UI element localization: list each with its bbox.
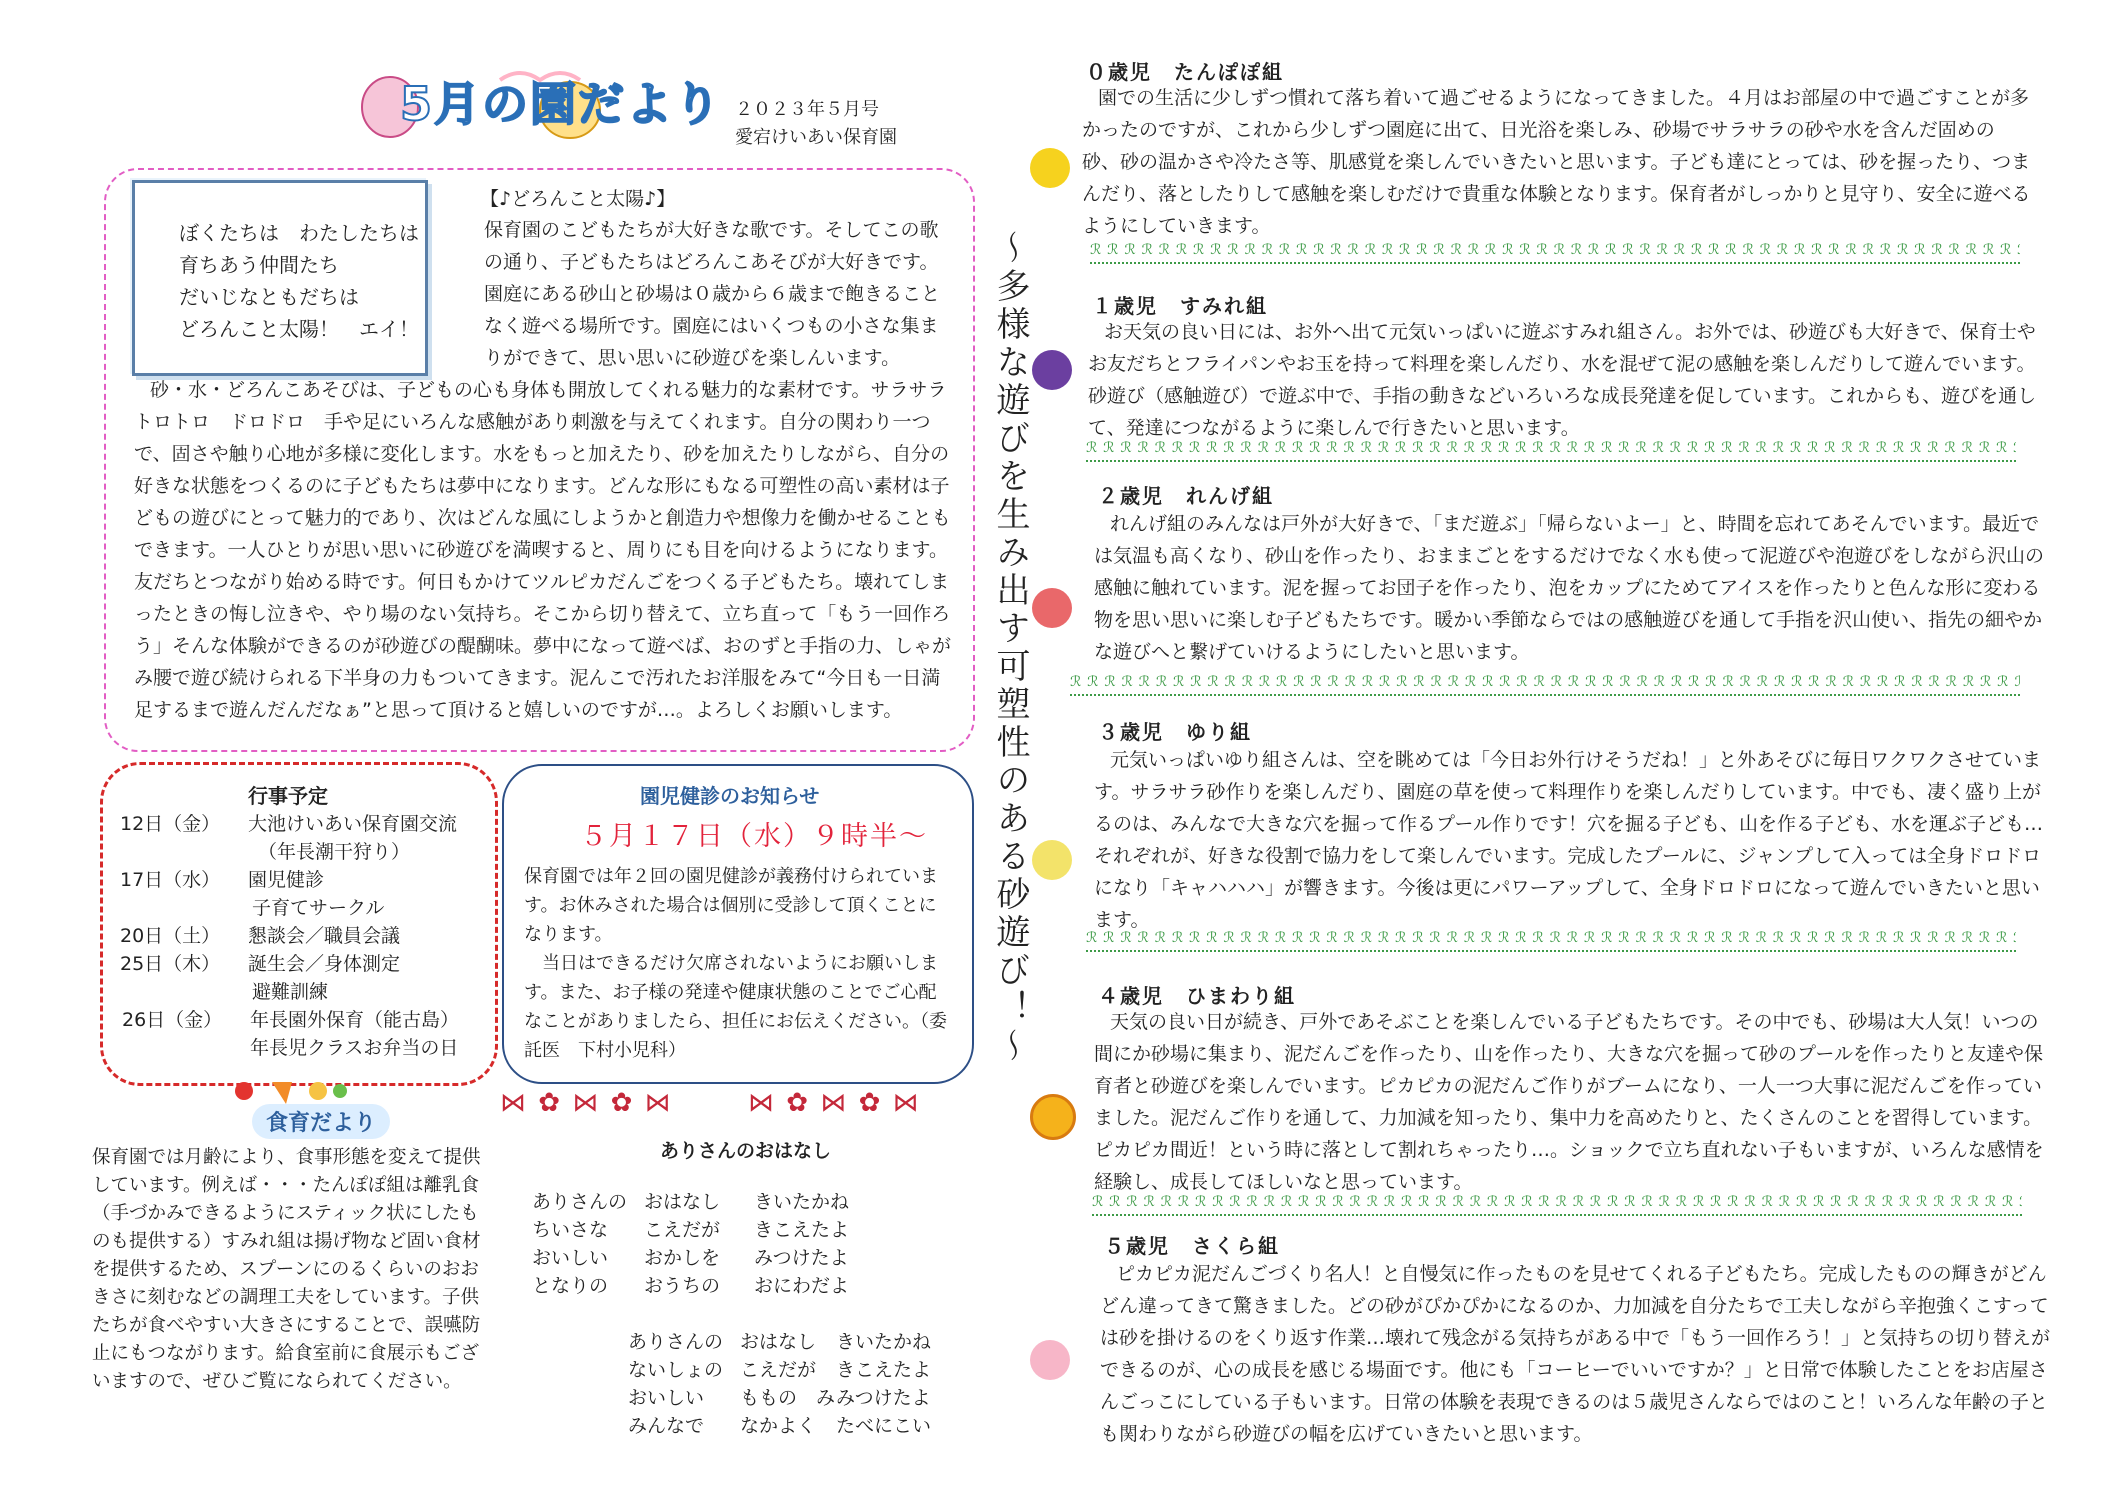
ant-song-verse-1 [532, 1188, 849, 1300]
scroll-line: だいじなともだちは [179, 285, 359, 309]
issue-date: ２０２３年５月号 [735, 99, 879, 120]
vine-divider [1092, 1200, 2022, 1216]
event-line: 年長園外保育（能古島） [250, 1009, 460, 1031]
event-item [120, 922, 480, 950]
health-title: 園児健診のお知らせ [640, 784, 820, 808]
event-desc [248, 810, 457, 866]
events-list [120, 810, 480, 1062]
class-1-heading: １歳児 すみれ組 [1092, 294, 1268, 318]
event-line: 園児健診 [248, 869, 325, 891]
sunflower-icon [1030, 1094, 1076, 1140]
astragalus-icon [1032, 588, 1072, 628]
class-2-text: れんげ組のみんなは戸外が大好きで、「まだ遊ぶ」「帰らないよー」と、時間を忘れてあそんでいます。最近では気温も高くなり、砂山を作ったり、おままごとをするだけでなく水も使って泥遊びや泡遊びをしながら沢山の感触に触れています。泥を握ってお団子を作ったり、泡をカップにためてアイスを作ったりと色んな形に変わる物を思い思いに楽しむ子どもたちです。暖かい季節ならではの感触遊びを通して手指を沢山使い、指先の細やかな遊びへと繋げていけるようにしたいと思います。 [1094, 513, 2045, 663]
health-paragraph: 保育園では年２回の園児健診が義務付けられています。お休みされた場合は個別に受診して頂くことになります。 [524, 866, 938, 945]
event-item [120, 810, 480, 866]
verse-line: ありさんの おはなし きいたかね [532, 1191, 850, 1213]
event-item [120, 866, 480, 922]
dandelion-icon [1030, 148, 1070, 188]
food-title: 食育だより [252, 1104, 390, 1139]
verse-line: みんなで なかよく たべにこい [628, 1415, 932, 1437]
health-paragraph: 当日はできるだけ欠席されないようにお願いします。また、お子様の発達や健康状態のことでご心配なことがありましたら、担任にお伝えください。（委託医 下村小児科） [524, 953, 947, 1061]
class-0-heading: ０歳児 たんぽぽ組 [1086, 60, 1284, 84]
ribbon-decoration-right: ⋈ ✿ ⋈ ✿ ⋈ [748, 1088, 921, 1118]
health-body [524, 862, 954, 1065]
scroll-line: ぼくたちは わたしたちは [179, 221, 419, 245]
class-5-text: ピカピカ泥だんごづくり名人！と自慢気に作ったものを見せてくれる子どもたち。完成したものの輝きがどんどん違ってきて驚きました。どの砂がぴかぴかになるのか、力加減を自分たちで工夫しながら辛抱強くこすっては砂を掛けるのをくり返す作業…壊れて残念がる気持ちがある中で「もう一回作ろう！」と気持ちの切り替えができるのが、心の成長を感じる場面です。他にも「コーヒーでいいですか？」と日常で体験したことをお店屋さんごっこにしている子もいます。日常の体験を表現できるのは５歳児さんならではのこと！いろんな年齢の子とも関わりながら砂遊びの幅を広げていきたいと思います。 [1100, 1263, 2051, 1445]
ant-song-title: ありさんのおはなし [660, 1140, 832, 1162]
class-3-text: 元気いっぱいゆり組さんは、空を眺めては「今日お外行けそうだね！」と外あそびに毎日ワクワクさせています。サラサラ砂作りを楽しんだり、園庭の草を使って料理作りを楽しんだりしています。中でも、凄く盛り上がるのは、みんなで大きな穴を掘って作るプール作りです！穴を掘る子ども、山を作る子ども、水を運ぶ子ども…それぞれが、好きな役割で協力をして楽しんでいます。完成したプールに、ジャンプして入っては全身ドロドロになり「キャハハハ」が響きます。今後は更にパワーアップして、全身ドロドロになって遊んでいきたいと思います。 [1094, 749, 2044, 931]
newsletter-title: 5月の園だより [400, 77, 723, 131]
event-line: 誕生会／身体測定 [248, 953, 401, 975]
event-line: 避難訓練 [252, 981, 329, 1003]
event-item [120, 950, 480, 1006]
vine-divider [1086, 446, 2016, 462]
lily-icon [1032, 840, 1072, 880]
violet-icon [1032, 350, 1072, 390]
class-2-heading: ２歳児 れんげ組 [1098, 484, 1274, 508]
intro-heading: 【♪どろんこと太陽♪】 [480, 188, 676, 210]
event-item [120, 1006, 480, 1062]
verse-line: おいしい おかしを みつけたよ [532, 1247, 849, 1269]
vine-divider [1070, 680, 2020, 696]
class-3-heading: ３歳児 ゆり組 [1098, 720, 1252, 744]
health-date: ５月１７日（水）９時半～ [580, 821, 928, 852]
vine-divider [1086, 936, 2016, 952]
class-4-text: 天気の良い日が続き、戸外であそぶことを楽しんでいる子どもたちです。その中でも、砂場は大人気！いつの間にか砂場に集まり、泥だんごを作ったり、山を作ったり、大きな穴を掘って砂のプールを作ったりと友達や保育者と砂遊びを楽しんでいます。ピカピカの泥だんご作りがブームになり、一人一つ大事に泥だんごを作っていました。泥だんご作りを通して、力加減を知ったり、集中力を高めたりと、たくさんのことを習得しています。ピカピカ間近！という時に落として割れちゃったり…。ショックで立ち直れない子もいますが、いろんな感情を経験し、成長してほしいなと思っています。 [1094, 1011, 2044, 1193]
vine-divider [1090, 248, 2020, 264]
event-line: （年長潮干狩り） [258, 841, 411, 863]
event-line: 大池けいあい保育園交流 [248, 813, 458, 835]
verse-line: となりの おうちの おにわだよ [532, 1275, 850, 1297]
event-line: 年長児クラスお弁当の日 [250, 1037, 459, 1059]
song-scroll [132, 180, 428, 376]
ant-song-verse-2 [628, 1328, 931, 1440]
events-title: 行事予定 [248, 784, 328, 808]
event-desc: 懇談会／職員会議 [248, 925, 401, 947]
event-desc [248, 950, 400, 1006]
cherry-blossom-icon [1030, 1340, 1070, 1380]
scroll-line: 育ちあう仲間たち [179, 253, 339, 277]
class-5-heading: ５歳児 さくら組 [1104, 1234, 1280, 1258]
class-0-text: 園での生活に少しずつ慣れて落ち着いて過ごせるようになってきました。４月はお部屋の中で過ごすことが多かったのですが、これから少しずつ園庭に出て、日光浴を楽しみ、砂場でサラサラの砂や水を含んだ固めの砂、砂の温かさや冷たさ等、肌感覚を楽しんでいきたいと思います。子ども達にとっては、砂を握ったり、つまんだり、落としたりして感触を楽しむだけで貴重な体験となります。保育者がしっかりと見守り、安全に遊べるようにしていきます。 [1082, 87, 2031, 237]
verse-line: ないしょの こえだが きこえたよ [628, 1359, 932, 1381]
event-date: 17日（水） [120, 869, 221, 891]
verse-line: ちいさな こえだが きこえたよ [532, 1219, 850, 1241]
vertical-theme-title: ～多様な遊びを生み出す可塑性のある砂遊び！～ [990, 230, 1030, 1066]
verse-line: ありさんの おはなし きいたかね [628, 1331, 932, 1353]
event-line: 子育てサークル [252, 897, 385, 919]
event-desc [248, 866, 384, 922]
intro-top-text: 保育園のこどもたちが大好きな歌です。そしてこの歌の通り、子どもたちはどろんこあそびが大好きです。園庭にある砂山と砂場は０歳から６歳まで飽きることなく遊べる場所です。園庭にはいくつもの小さな集まりができて、思い思いに砂遊びを楽しんいます。 [484, 219, 941, 369]
scroll-line: どろんこと太陽！ エイ！ [179, 317, 419, 341]
verse-line: おいしい ももの みみつけたよ [628, 1387, 931, 1409]
event-date: 25日（木） [120, 953, 221, 975]
ribbon-decoration-left: ⋈ ✿ ⋈ ✿ ⋈ [500, 1088, 673, 1118]
event-date: 12日（金） [120, 813, 221, 835]
food-body: 保育園では月齢により、食事形態を変えて提供しています。例えば・・・たんぽぽ組は離乳食（手づかみできるようにスティック状にしたものも提供する）すみれ組は揚げ物など固い食材を提供するため、スプーンにのるくらいのおおきさに刻むなどの調理工夫をしています。子供たちが食べやすい大きさにすることで、誤嚥防止にもつながります。給食室前に食展示もございますので、ぜひご覧になられてください。 [92, 1147, 481, 1392]
class-1-text: お天気の良い日には、お外へ出て元気いっぱいに遊ぶすみれ組さん。お外では、砂遊びも大好きで、保育士やお友だちとフライパンやお玉を持って料理を楽しんだり、水を混ぜて泥の感触を楽しんだりして遊んでいます。砂遊び（感触遊び）で遊ぶ中で、手指の動きなどいろいろな成長発達を促しています。これからも、遊びを通して、発達につながるように楽しんで行きたいと思います。 [1088, 321, 2037, 439]
event-desc [250, 1006, 459, 1062]
issue-info [735, 96, 897, 152]
event-date: 20日（土） [120, 925, 221, 947]
class-4-heading: ４歳児 ひまわり組 [1098, 984, 1296, 1008]
intro-body-text: 砂・水・どろんこあそびは、子どもの心も身体も開放してくれる魅力的な素材です。サラサラトロトロ ドロドロ 手や足にいろんな感触があり刺激を与えてくれます。自分の関わり一つで、固さや触り心地が多様に変化します。水をもっと加えたり、砂を加えたりしながら、自分の好きな状態をつくるのに子どもたちは夢中になります。どんな形にもなる可塑性の高い素材は子どもの遊びにとって魅力的であり、次はどんな風にしようかと創造力や想像力を働かせることもできます。一人ひとりが思い思いに砂遊びを満喫すると、周りにも目を向けるようになります。友だちとつながり始める時です。何日もかけてツルピカだんごをつくる子どもたち。壊れてしまったときの悔し泣きや、やり場のない気持ち。そこから切り替えて、立ち直って「もう一回作ろう」そんな体験ができるのが砂遊びの醍醐味。夢中になって遊べば、おのずと手指の力、しゃがみ腰で遊び続けられる下半身の力もついてきます。泥んこで汚れたお洋服をみて“今日も一日満足するまで遊んだんだなぁ”と思って頂けると嬉しいのですが…。よろしくお願いします。 [134, 379, 952, 721]
issuer-name: 愛宕けいあい保育園 [735, 127, 897, 148]
event-date: 26日（金） [122, 1009, 223, 1031]
